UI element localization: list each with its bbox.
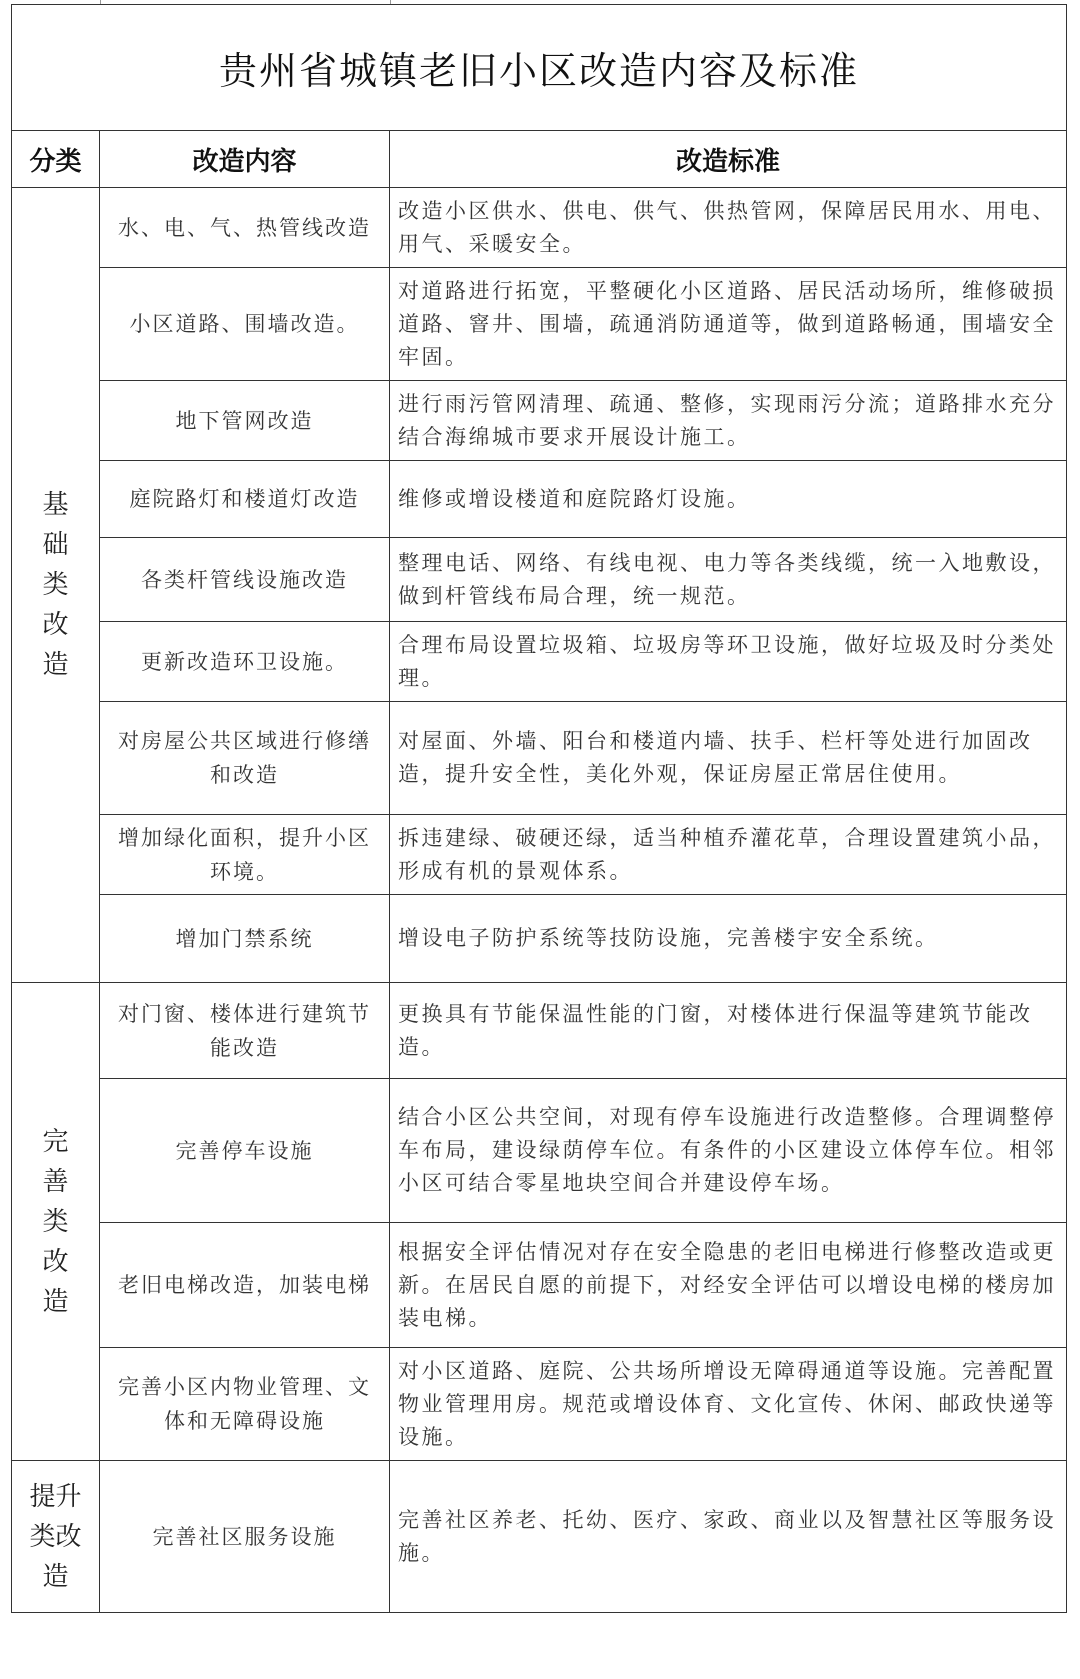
row-standard: 维修或增设楼道和庭院路灯设施。 (390, 461, 1067, 538)
table-title: 贵州省城镇老旧小区改造内容及标准 (12, 5, 1067, 131)
header-content: 改造内容 (100, 131, 390, 188)
category-improve: 完善类改造 (12, 983, 100, 1461)
row-standard: 合理布局设置垃圾箱、垃圾房等环卫设施，做好垃圾及时分类处理。 (390, 622, 1067, 702)
row-content: 对门窗、楼体进行建筑节能改造 (100, 983, 390, 1079)
row-standard: 改造小区供水、供电、供气、供热管网，保障居民用水、用电、用气、采暖安全。 (390, 188, 1067, 268)
category-basic: 基础类改造 (12, 188, 100, 983)
row-standard: 对屋面、外墙、阳台和楼道内墙、扶手、栏杆等处进行加固改造，提升安全性，美化外观，保证房屋正常居住使用。 (390, 702, 1067, 815)
header-category: 分类 (12, 131, 100, 188)
row-standard: 对小区道路、庭院、公共场所增设无障碍通道等设施。完善配置物业管理用房。规范或增设体育、文化宣传、休闲、邮政快递等设施。 (390, 1348, 1067, 1461)
category-upgrade: 提升类改造 (12, 1461, 100, 1613)
row-content: 老旧电梯改造，加装电梯 (100, 1223, 390, 1348)
row-content: 庭院路灯和楼道灯改造 (100, 461, 390, 538)
row-standard: 结合小区公共空间，对现有停车设施进行改造整修。合理调整停车布局，建设绿荫停车位。有条件的小区建设立体停车位。相邻小区可结合零星地块空间合并建设停车场。 (390, 1079, 1067, 1223)
row-content: 更新改造环卫设施。 (100, 622, 390, 702)
row-standard: 整理电话、网络、有线电视、电力等各类线缆，统一入地敷设，做到杆管线布局合理，统一规范。 (390, 538, 1067, 622)
row-content: 完善社区服务设施 (100, 1461, 390, 1613)
row-standard: 进行雨污管网清理、疏通、整修，实现雨污分流；道路排水充分结合海绵城市要求开展设计施工。 (390, 381, 1067, 461)
row-content: 增加绿化面积，提升小区环境。 (100, 815, 390, 895)
row-content: 增加门禁系统 (100, 895, 390, 983)
row-content: 小区道路、围墙改造。 (100, 268, 390, 381)
row-content: 各类杆管线设施改造 (100, 538, 390, 622)
row-standard: 完善社区养老、托幼、医疗、家政、商业以及智慧社区等服务设施。 (390, 1461, 1067, 1613)
row-content: 水、电、气、热管线改造 (100, 188, 390, 268)
row-standard: 增设电子防护系统等技防设施，完善楼宇安全系统。 (390, 895, 1067, 983)
row-standard: 对道路进行拓宽，平整硬化小区道路、居民活动场所，维修破损道路、窨井、围墙，疏通消防通道等，做到道路畅通，围墙安全牢固。 (390, 268, 1067, 381)
row-standard: 根据安全评估情况对存在安全隐患的老旧电梯进行修整改造或更新。在居民自愿的前提下，对经安全评估可以增设电梯的楼房加装电梯。 (390, 1223, 1067, 1348)
row-content: 完善小区内物业管理、文体和无障碍设施 (100, 1348, 390, 1461)
row-content: 对房屋公共区域进行修缮和改造 (100, 702, 390, 815)
standards-table (11, 4, 1067, 1613)
row-content: 地下管网改造 (100, 381, 390, 461)
row-content: 完善停车设施 (100, 1079, 390, 1223)
header-standard: 改造标准 (390, 131, 1067, 188)
row-standard: 更换具有节能保温性能的门窗，对楼体进行保温等建筑节能改造。 (390, 983, 1067, 1079)
row-standard: 拆违建绿、破硬还绿，适当种植乔灌花草，合理设置建筑小品，形成有机的景观体系。 (390, 815, 1067, 895)
